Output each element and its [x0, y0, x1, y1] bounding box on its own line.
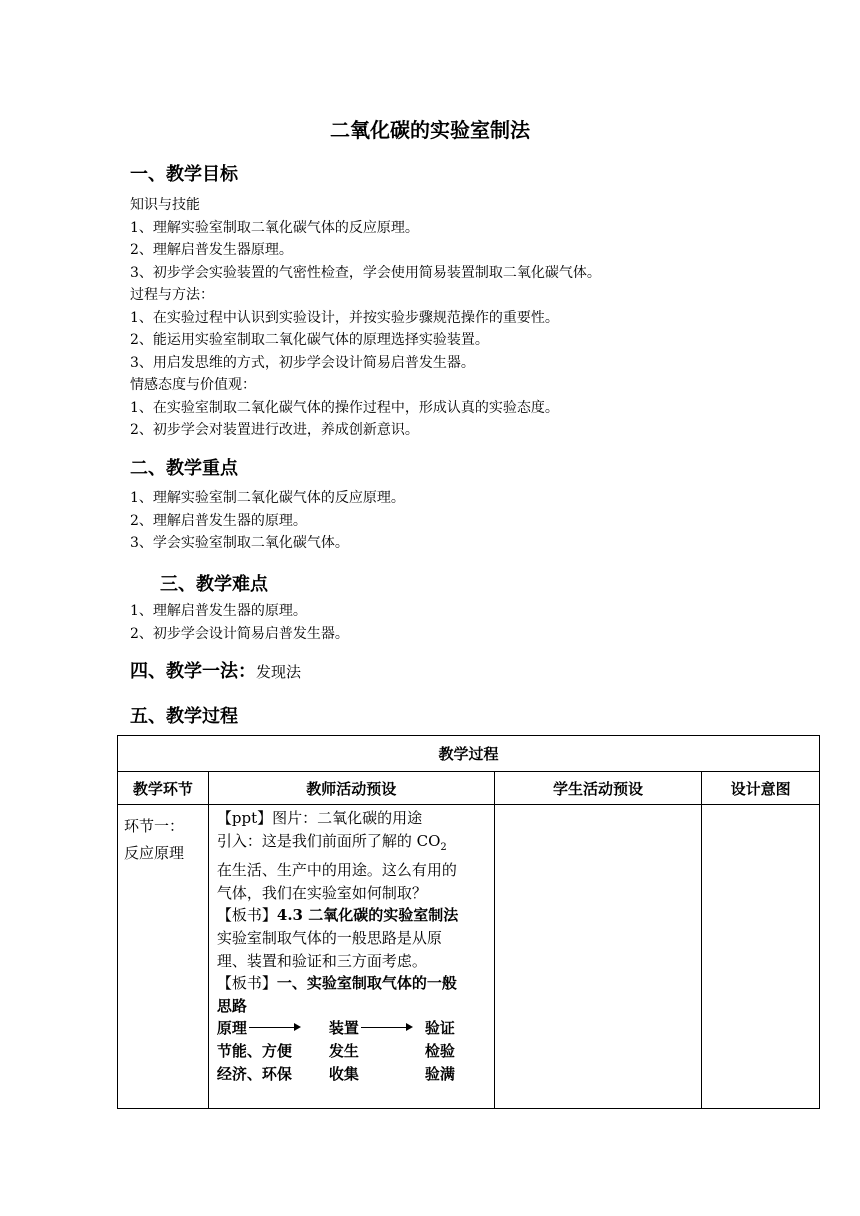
flow-cell: 验满	[424, 1064, 455, 1083]
section-objectives-heading: 一、教学目标	[130, 164, 238, 185]
objective-line: 3、用启发思维的方式，初步学会设计简易启普发生器。	[130, 354, 475, 371]
design-intent-cell	[702, 805, 820, 1109]
flow-verify: 验证	[424, 1019, 455, 1038]
keypoint-line: 2、理解启普发生器的原理。	[130, 512, 307, 529]
method-heading-label: 四、教学一法：	[130, 661, 256, 682]
arrow-right-icon	[361, 1027, 411, 1028]
stage-label: 环节一：	[124, 817, 185, 835]
document-title: 二氧化碳的实验室制法	[330, 118, 530, 142]
col-header-intent: 设计意图	[702, 772, 820, 805]
objective-line: 1、在实验过程中认识到实验设计，并按实验步骤规范操作的重要性。	[130, 309, 559, 326]
teacher-line	[217, 972, 486, 995]
teacher-line: 理、装置和验证和三方面考虑。	[216, 951, 427, 970]
col-header-student: 学生活动预设	[494, 772, 702, 805]
student-activity-cell	[494, 805, 702, 1109]
flow-principle: 原理	[217, 1017, 329, 1040]
process-table	[117, 735, 820, 1109]
teacher-line	[217, 830, 486, 860]
flow-apparatus: 装置	[329, 1017, 425, 1040]
table-caption: 教学过程	[118, 736, 820, 772]
co2-subscript: 2	[440, 841, 447, 853]
board-title: 4.3 二氧化碳的实验室制法	[276, 906, 459, 925]
keypoint-line: 1、理解实验室制二氧化碳气体的反应原理。	[130, 490, 405, 506]
teacher-line: 在生活、生产中的用途。这么有用的	[216, 861, 457, 880]
teacher-line: 【ppt】图片：二氧化碳的用途	[216, 809, 423, 827]
objective-line: 2、能运用实验室制取二氧化碳气体的原理选择实验装置。	[130, 332, 489, 348]
table-row	[118, 805, 820, 1109]
objective-line: 过程与方法：	[130, 287, 214, 303]
objective-line: 3、初步学会实验装置的气密性检查，学会使用简易装置制取二氧化碳气体。	[130, 264, 601, 281]
objective-line: 知识与技能	[130, 197, 200, 213]
stage-cell	[118, 805, 209, 1109]
objective-line: 1、在实验室制取二氧化碳气体的操作过程中，形成认真的实验态度。	[130, 399, 559, 416]
teacher-line: 气体，我们在实验室如何制取？	[216, 883, 427, 902]
col-header-stage: 教学环节	[118, 772, 209, 805]
difficulty-line: 1、理解启普发生器的原理。	[130, 603, 307, 619]
difficulty-line: 2、初步学会设计简易启普发生器。	[130, 625, 349, 642]
keypoint-line: 3、学会实验室制取二氧化碳气体。	[130, 535, 349, 551]
section-difficulties-heading: 三、教学难点	[160, 574, 268, 595]
flow-row	[217, 1040, 486, 1063]
flow-cell: 节能、方便	[216, 1041, 292, 1060]
teacher-activity-cell	[208, 805, 494, 1109]
flow-cell: 经济、环保	[216, 1064, 292, 1083]
intro-text: 引入：这是我们前面所了解的 CO	[216, 831, 441, 850]
section-process-heading: 五、教学过程	[130, 706, 238, 727]
board-tag: 【板书】	[216, 974, 277, 993]
flow-cell: 收集	[328, 1064, 359, 1083]
stage-name: 反应原理	[124, 844, 185, 862]
flow-row	[217, 1017, 486, 1040]
objective-line: 2、初步学会对装置进行改进，养成创新意识。	[130, 422, 419, 438]
board-heading: 一、实验室制取气体的一般	[276, 974, 457, 993]
method-value: 发现法	[256, 663, 302, 681]
section-keypoints-heading: 二、教学重点	[130, 458, 238, 479]
col-header-teacher: 教师活动预设	[208, 772, 494, 805]
teacher-line: 实验室制取气体的一般思路是从原	[216, 928, 442, 947]
teacher-line: 思路	[216, 996, 247, 1015]
teacher-line	[217, 904, 486, 927]
objectives-list	[130, 194, 601, 442]
flow-row	[217, 1063, 486, 1086]
section-method-heading	[130, 657, 301, 683]
keypoints-list	[130, 487, 405, 555]
arrow-right-icon	[249, 1027, 299, 1028]
objective-line: 情感态度与价值观：	[130, 377, 256, 393]
flow-cell: 发生	[328, 1041, 359, 1060]
objective-line: 2、理解启普发生器原理。	[130, 242, 293, 258]
board-tag: 【板书】	[216, 906, 277, 925]
objective-line: 1、理解实验室制取二氧化碳气体的反应原理。	[130, 219, 419, 236]
difficulties-list	[130, 600, 349, 645]
flow-cell: 检验	[424, 1041, 455, 1060]
